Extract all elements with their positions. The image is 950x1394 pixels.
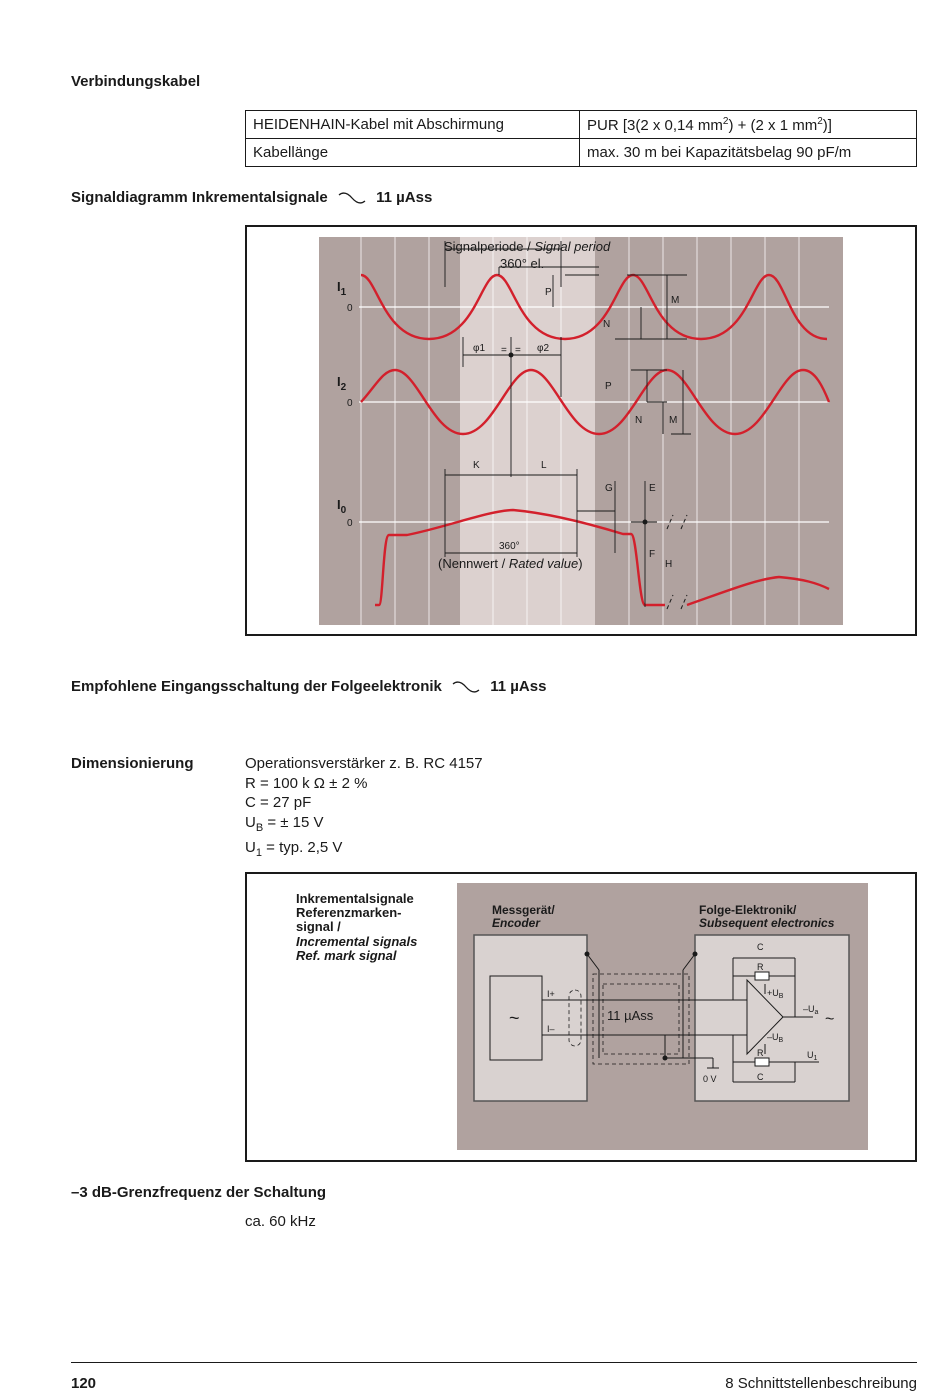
svg-text:U1: $U_1$: [807, 1050, 818, 1062]
sine-wave-icon: [338, 192, 366, 204]
svg-text:+UB: $+U_B$: [767, 988, 784, 1000]
svg-text:0 V: 0 V: [703, 1074, 717, 1084]
footer-rule: [71, 1362, 917, 1363]
i0-zero: 0: [347, 518, 353, 529]
svg-text:R: R: [757, 1048, 764, 1058]
i1-zero: 0: [347, 303, 353, 314]
svg-text:N: N: [635, 415, 643, 426]
deg-el-label: 360° el.: [500, 256, 545, 271]
svg-text:P: P: [545, 287, 552, 298]
sine-wave-icon: [452, 681, 480, 693]
svg-text:C: C: [757, 1072, 764, 1082]
circuit-left-label: Inkrementalsignale Referenzmarken- signal / Incremental signals Ref. mark signal: [296, 891, 418, 963]
encoder-label: Messgerät/ Encoder: [492, 903, 555, 930]
signal-diagram: [247, 227, 915, 634]
svg-text:–Ua: $-U_a$: [803, 1004, 819, 1016]
i0-label: $I_0$: [337, 497, 347, 516]
svg-text:φ1: φ1: [473, 343, 486, 354]
cable-type-value: PUR [3(2 x 0,14 $mm^2) + (2$ x 1 $mm^2$)]: [580, 111, 917, 139]
cable-table: [245, 110, 917, 167]
svg-text:–UB: $-U_B$: [767, 1032, 784, 1044]
svg-text:M: M: [671, 295, 680, 306]
output-tilde: ~: [825, 1011, 835, 1028]
cable-heading: Verbindungskabel: [71, 73, 201, 90]
source-tilde: ~: [509, 1008, 520, 1028]
cable-amplitude-label: 11 µAss: [607, 1008, 654, 1023]
cable-type-label: HEIDENHAIN-Kabel mit Abschirmung: [246, 111, 580, 139]
svg-text:R: R: [757, 962, 764, 972]
i1-label: $I_1$: [337, 279, 347, 298]
svg-text:φ2: φ2: [537, 343, 550, 354]
chapter-title: 8 Schnittstellenbeschreibung: [725, 1375, 917, 1392]
signal-diagram-frame: [245, 225, 917, 636]
svg-text:I+: I+: [547, 989, 555, 999]
page-number: 120: [71, 1375, 97, 1392]
svg-text:M: M: [669, 415, 678, 426]
svg-text:E: E: [649, 483, 656, 494]
signal-period-label: Signalperiode / Signal period: [444, 239, 611, 254]
svg-text:360°: 360°: [499, 541, 520, 552]
i2-zero: 0: [347, 398, 353, 409]
cutoff-value: ca. 60 kHz: [245, 1213, 316, 1230]
svg-text:I–: I–: [547, 1024, 555, 1034]
svg-text:N: N: [603, 319, 611, 330]
circuit-frame: [245, 872, 917, 1162]
table-row: [246, 111, 917, 139]
svg-text:P: P: [605, 381, 612, 392]
subsequent-electronics-label: Folge-Elektronik/ Subsequent electronics: [699, 903, 835, 930]
circuit-diagram: [247, 874, 915, 1160]
i2-label: $I_2$: [337, 374, 347, 393]
svg-text:K: K: [473, 460, 480, 471]
svg-text:=: =: [501, 345, 507, 356]
svg-text:=: =: [515, 345, 521, 356]
table-row: [246, 139, 917, 167]
rated-value-label: (Nennwert / Rated value): [438, 556, 583, 571]
dimensioning-label: Dimensionierung: [71, 755, 194, 772]
dimensioning-values: Operationsverstärker z. B. RC 4157 R = 100 k Ω ± 2 % C = 27 pF $U_B$ = ± 15 V $U_1$ = typ. 2,5 V: [245, 755, 483, 859]
svg-text:H: H: [665, 559, 673, 570]
svg-text:G: G: [605, 483, 613, 494]
signal-diagram-heading: Signaldiagramm Inkrementalsignale 11 µAss: [71, 189, 433, 206]
svg-text:C: C: [757, 942, 764, 952]
cutoff-heading: –3 dB-Grenzfrequenz der Schaltung: [71, 1184, 327, 1201]
svg-text:L: L: [541, 460, 547, 471]
cable-length-value: max. 30 m bei Kapazitätsbelag 90 pF/m: [580, 139, 917, 167]
svg-text:F: F: [649, 549, 656, 560]
input-circuit-heading: Empfohlene Eingangsschaltung der Folgeelektronik 11 µAss: [71, 678, 547, 695]
cable-length-label: Kabellänge: [246, 139, 580, 167]
